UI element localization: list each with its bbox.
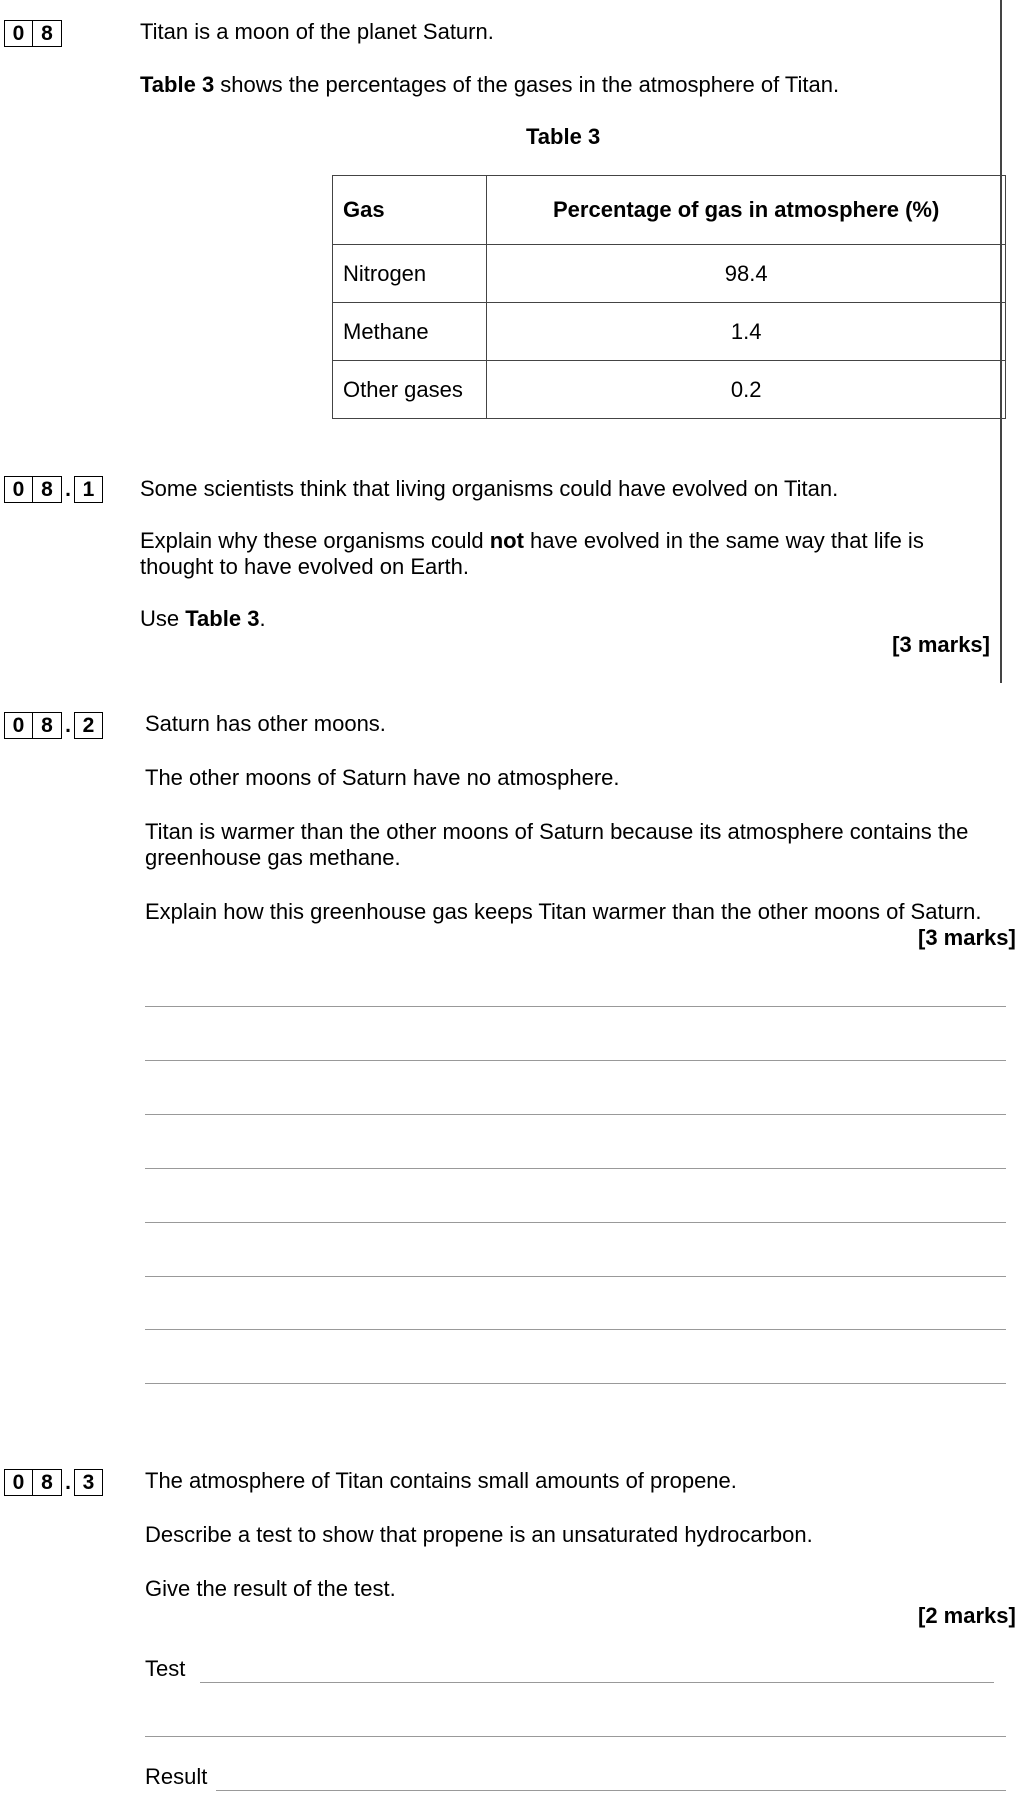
q81-use-bold: Table 3 (185, 606, 260, 631)
q8-table-ref-bold: Table 3 (140, 72, 215, 97)
answer-line[interactable] (145, 1329, 1006, 1330)
qnum-digit: 1 (74, 476, 103, 503)
q82-line1: Saturn has other moons. (145, 711, 386, 736)
q82-marks: [3 marks] (918, 925, 1016, 950)
q8-intro: Titan is a moon of the planet Saturn. (140, 19, 494, 44)
table-cell-percentage: 0.2 (487, 361, 1006, 419)
table-cell-gas: Other gases (333, 361, 487, 419)
q8-table-ref-rest: shows the percentages of the gases in the atmosphere of Titan. (214, 72, 840, 97)
qnum-dot: . (65, 477, 71, 501)
q81-line2-b: have evolved in the same way that life is (523, 528, 924, 553)
answer-line[interactable] (145, 1114, 1006, 1115)
q83-marks: [2 marks] (918, 1603, 1016, 1628)
test-label: Test (145, 1656, 186, 1681)
answer-line[interactable] (145, 1060, 1006, 1061)
table-cell-percentage: 98.4 (487, 245, 1006, 303)
qnum-digit: 8 (33, 20, 62, 47)
qnum-digit: 8 (33, 1469, 62, 1496)
answer-line[interactable] (145, 1168, 1006, 1169)
table-row (333, 245, 1006, 303)
question-number-08-3 (4, 1469, 103, 1496)
q81-use-table (140, 606, 266, 632)
qnum-digit: 0 (4, 20, 33, 47)
test-answer-line-2[interactable] (145, 1736, 1006, 1737)
qnum-digit: 2 (74, 712, 103, 739)
q81-line2-a: Explain why these organisms could (140, 528, 490, 553)
table-header-row (333, 176, 1006, 245)
q81-line2-bold: not (489, 528, 524, 553)
q81-use-a: Use (140, 606, 186, 631)
q83-line1: The atmosphere of Titan contains small amounts of propene. (145, 1468, 737, 1493)
q83-line3: Give the result of the test. (145, 1576, 396, 1601)
q82-line5: Explain how this greenhouse gas keeps Titan warmer than the other moons of Saturn. (145, 899, 982, 924)
table-header-gas: Gas (333, 176, 487, 245)
table-cell-gas: Methane (333, 303, 487, 361)
q82-line3: Titan is warmer than the other moons of Saturn because its atmosphere contains the (145, 819, 969, 844)
question-number-08-1 (4, 476, 103, 503)
q8-table-ref (140, 72, 839, 98)
answer-line[interactable] (145, 1276, 1006, 1277)
result-answer-line[interactable] (216, 1790, 1006, 1791)
q81-line3: thought to have evolved on Earth. (140, 554, 470, 579)
answer-line[interactable] (145, 1006, 1006, 1007)
qnum-digit: 8 (33, 712, 62, 739)
q81-line1: Some scientists think that living organisms could have evolved on Titan. (140, 476, 839, 501)
result-label: Result (145, 1764, 208, 1789)
q82-line2: The other moons of Saturn have no atmosphere. (145, 765, 620, 790)
q81-marks: [3 marks] (892, 632, 990, 657)
table-title: Table 3 (526, 124, 601, 149)
question-number-08-2 (4, 712, 103, 739)
q81-use-b: . (259, 606, 266, 631)
table-header-percentage: Percentage of gas in atmosphere (%) (487, 176, 1006, 245)
table-cell-percentage: 1.4 (487, 303, 1006, 361)
test-answer-line[interactable] (200, 1682, 994, 1683)
table-row (333, 361, 1006, 419)
gas-table (332, 175, 1006, 419)
answer-line[interactable] (145, 1383, 1006, 1384)
q81-line2 (140, 528, 924, 554)
table-cell-gas: Nitrogen (333, 245, 487, 303)
q83-line2: Describe a test to show that propene is an unsaturated hydrocarbon. (145, 1522, 813, 1547)
qnum-digit: 0 (4, 712, 33, 739)
qnum-digit: 0 (4, 1469, 33, 1496)
qnum-dot: . (65, 713, 71, 737)
qnum-digit: 0 (4, 476, 33, 503)
qnum-digit: 8 (33, 476, 62, 503)
q82-line4: greenhouse gas methane. (145, 845, 401, 870)
qnum-dot: . (65, 1470, 71, 1494)
answer-line[interactable] (145, 1222, 1006, 1223)
qnum-digit: 3 (74, 1469, 103, 1496)
question-number-08 (4, 20, 62, 47)
table-row (333, 303, 1006, 361)
